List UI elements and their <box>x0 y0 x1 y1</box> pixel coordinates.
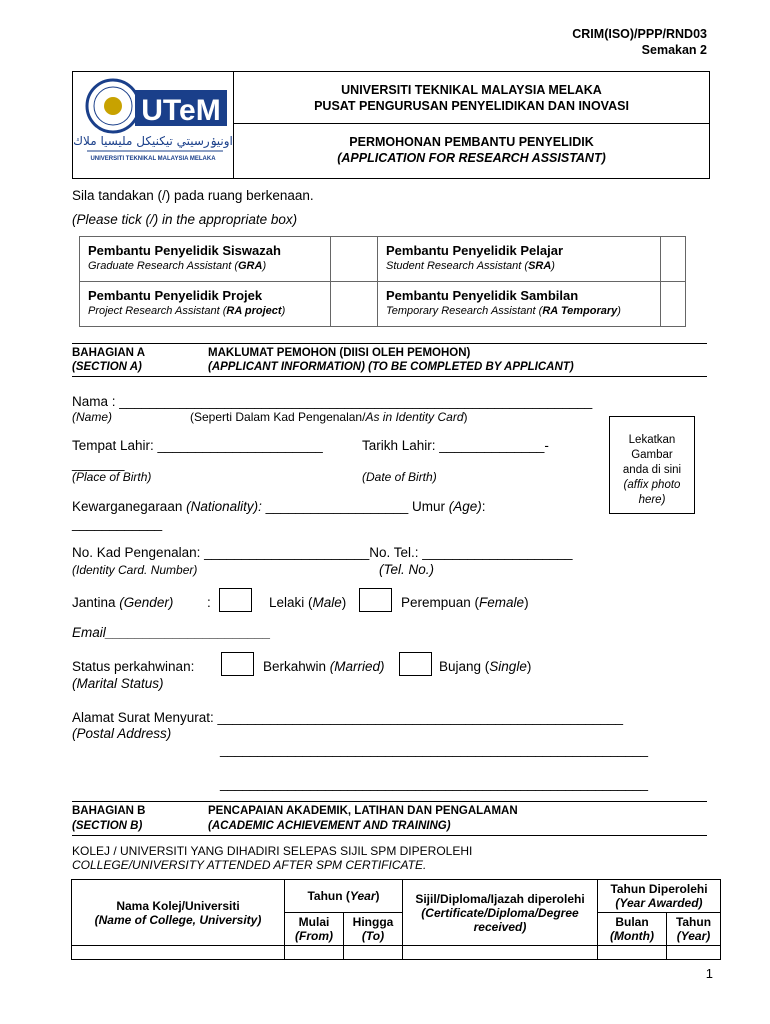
ra-type-sub-end: ) <box>551 260 555 272</box>
form-code: CRIM(ISO)/PPP/RND03 <box>572 27 707 41</box>
date-of-birth-field[interactable]: Tarikh Lahir: ______________- <box>362 438 549 453</box>
col-month-label-en: (Month) <box>610 929 654 943</box>
married-label <box>263 659 385 674</box>
ra-type-project <box>80 282 331 327</box>
col-college-label-en: (Name of College, University) <box>94 912 262 927</box>
section-a-bottom-rule <box>72 376 707 377</box>
marital-label: Status perkahwinan: <box>72 659 195 674</box>
female-checkbox[interactable] <box>359 588 392 612</box>
ra-type-sub: Project Research Assistant ( <box>88 305 227 317</box>
name-note <box>190 410 468 424</box>
photo-line3: anda di sini <box>622 464 682 476</box>
col-certificate-label: Sijil/Diploma/Ijazah diperolehi <box>415 891 585 906</box>
ra-type-label: Pembantu Penyelidik Sambilan <box>386 288 579 303</box>
utem-logo <box>73 72 234 178</box>
academic-table <box>71 879 721 960</box>
single-label <box>439 659 531 674</box>
col-year-label-end: ) <box>375 889 380 903</box>
col-college <box>72 880 285 946</box>
gender-colon: : <box>207 595 211 610</box>
photo-line1: Lekatkan <box>628 434 676 446</box>
address-line-3[interactable]: _________________________________________________________ <box>220 776 648 791</box>
gender-label <box>72 595 173 610</box>
email-field[interactable]: Email______________________ <box>72 625 271 640</box>
col-awarded-year-label-en: (Year) <box>676 929 711 943</box>
table-cell[interactable] <box>285 946 344 960</box>
col-awarded-label-en: (Year Awarded) <box>615 896 703 910</box>
ra-type-sub: Temporary Research Assistant ( <box>386 305 543 317</box>
ra-type-sub: Graduate Research Assistant ( <box>88 260 238 272</box>
name-note-post: ) <box>463 410 468 424</box>
revision: Semakan 2 <box>641 43 707 57</box>
photo-box[interactable] <box>609 416 695 514</box>
ra-type-temporary-checkbox[interactable] <box>661 282 686 327</box>
male-checkbox[interactable] <box>219 588 252 612</box>
centre-name: PUSAT PENGURUSAN PENYELIDIKAN DAN INOVASI <box>314 99 629 113</box>
ra-type-sra <box>378 237 661 282</box>
col-to <box>344 913 403 946</box>
col-month <box>598 913 667 946</box>
section-b-title-en: (ACADEMIC ACHIEVEMENT AND TRAINING) <box>208 820 451 832</box>
ra-type-temporary <box>378 282 661 327</box>
ra-type-sub-end: ) <box>281 305 286 317</box>
gender-label-en: (Gender) <box>119 595 174 610</box>
col-month-label: Bulan <box>615 915 649 929</box>
col-to-label-en: (To) <box>361 929 385 943</box>
male-label-ms: Lelaki ( <box>269 595 313 610</box>
married-label-en: (Married) <box>329 659 385 674</box>
ra-type-table <box>79 236 686 327</box>
col-from <box>285 913 344 946</box>
female-label-end: ) <box>524 595 529 610</box>
ra-type-sra-checkbox[interactable] <box>661 237 686 282</box>
ra-type-label: Pembantu Penyelidik Projek <box>88 288 263 303</box>
photo-line4: (affix photo <box>623 479 681 491</box>
section-a-top-rule <box>72 343 707 344</box>
name-label-en: (Name) <box>72 410 113 424</box>
col-awarded-label: Tahun Diperolehi <box>610 882 708 896</box>
col-college-label: Nama Kolej/Universiti <box>116 898 240 913</box>
col-awarded-year <box>667 913 721 946</box>
college-heading-en: COLLEGE/UNIVERSITY ATTENDED AFTER SPM CERTIFICATE. <box>72 858 427 872</box>
ic-tel-field[interactable]: No. Kad Pengenalan: ______________________No. Tel.: ____________________ <box>72 545 573 560</box>
ra-type-label: Pembantu Penyelidik Pelajar <box>386 243 564 258</box>
gender-label-ms: Jantina <box>72 595 120 610</box>
ra-type-gra-checkbox[interactable] <box>331 237 378 282</box>
ic-label-en: (Identity Card. Number) <box>72 563 198 577</box>
logo-text: UTeM <box>141 94 221 127</box>
nationality-line: ___________________ Umur <box>261 499 449 514</box>
female-label-ms: Perempuan ( <box>401 595 480 610</box>
female-label-en: Female <box>479 595 525 610</box>
table-cell[interactable] <box>344 946 403 960</box>
col-year-label: Tahun ( <box>307 889 350 903</box>
single-label-en: Single <box>489 659 527 674</box>
ra-type-project-checkbox[interactable] <box>331 282 378 327</box>
nationality-age-field[interactable] <box>72 499 486 514</box>
ra-type-sub: Student Research Assistant ( <box>386 260 529 272</box>
instruction-en: (Please tick (/) in the appropriate box) <box>72 212 298 227</box>
married-label-ms: Berkahwin <box>263 659 330 674</box>
col-certificate-label-en: (Certificate/Diploma/Degree received) <box>421 905 579 934</box>
section-a-title: MAKLUMAT PEMOHON (DIISI OLEH PEMOHON) <box>208 347 471 359</box>
col-from-label: Mulai <box>298 915 330 929</box>
form-header <box>72 71 710 179</box>
single-label-end: ) <box>526 659 532 674</box>
name-note-pre: (Seperti Dalam Kad Pengenalan/ <box>190 410 366 424</box>
age-colon: : <box>481 499 486 514</box>
place-of-birth-continuation: _______ <box>72 456 125 471</box>
photo-line5: here) <box>638 494 666 506</box>
place-of-birth-field[interactable]: Tempat Lahir: ______________________ <box>72 438 323 453</box>
logo-name: UNIVERSITI TEKNIKAL MALAYSIA MELAKA <box>90 156 216 162</box>
ra-type-abbr: SRA <box>528 260 552 272</box>
table-cell[interactable] <box>72 946 285 960</box>
married-checkbox[interactable] <box>221 652 254 676</box>
ra-type-abbr: GRA <box>238 260 263 272</box>
address-line-2[interactable]: _________________________________________________________ <box>220 742 648 757</box>
name-field[interactable]: Nama : _______________________________________________________________ <box>72 394 593 409</box>
section-b-bottom-rule <box>72 835 707 836</box>
name-note-it: As in Identity Card <box>365 410 464 424</box>
ra-type-sub-end: ) <box>262 260 267 272</box>
photo-line2: Gambar <box>631 449 673 461</box>
logo-jawi: اونيۏرسيتي تيكنيكل مليسيا ملاك <box>73 134 233 148</box>
section-a-label-en: (SECTION A) <box>72 361 142 373</box>
table-cell[interactable] <box>667 946 721 960</box>
header-institution <box>234 72 709 124</box>
tel-label-en: (Tel. No.) <box>379 562 435 577</box>
col-to-label: Hingga <box>352 915 394 929</box>
document-code <box>572 26 707 58</box>
section-b-label: BAHAGIAN B <box>72 805 146 817</box>
col-from-label-en: (From) <box>295 929 333 943</box>
female-label <box>401 595 529 610</box>
col-year <box>285 880 403 913</box>
form-title-en: (APPLICATION FOR RESEARCH ASSISTANT) <box>337 151 606 165</box>
section-a-label: BAHAGIAN A <box>72 347 146 359</box>
section-b-top-rule <box>72 801 707 802</box>
single-label-ms: Bujang ( <box>439 659 490 674</box>
ra-type-gra <box>80 237 331 282</box>
date-of-birth-label-en: (Date of Birth) <box>362 470 437 484</box>
table-cell[interactable] <box>403 946 598 960</box>
ra-type-label: Pembantu Penyelidik Siswazah <box>88 243 281 258</box>
university-name: UNIVERSITI TEKNIKAL MALAYSIA MELAKA <box>341 83 602 97</box>
ra-type-abbr: RA project <box>226 305 282 317</box>
col-awarded-year-label: Tahun <box>675 915 712 929</box>
col-awarded <box>598 880 721 913</box>
nationality-label-en: (Nationality): <box>186 499 262 514</box>
header-title <box>234 125 709 178</box>
col-year-label-en: Year <box>349 889 376 903</box>
age-continuation: ____________ <box>72 516 163 531</box>
male-label-end: ) <box>341 595 347 610</box>
male-label <box>269 595 346 610</box>
table-cell[interactable] <box>598 946 667 960</box>
marital-label-en: (Marital Status) <box>72 676 164 691</box>
address-label-en: (Postal Address) <box>72 726 172 741</box>
male-label-en: Male <box>312 595 342 610</box>
section-b-label-en: (SECTION B) <box>72 820 143 832</box>
section-b-title: PENCAPAIAN AKADEMIK, LATIHAN DAN PENGALAMAN <box>208 805 518 817</box>
nationality-label: Kewarganegaraan <box>72 499 187 514</box>
place-of-birth-label-en: (Place of Birth) <box>72 470 152 484</box>
college-heading-ms: KOLEJ / UNIVERSITI YANG DIHADIRI SELEPAS SIJIL SPM DIPEROLEHI <box>72 844 473 858</box>
page-number: 1 <box>705 966 713 981</box>
address-field[interactable]: Alamat Surat Menyurat: ______________________________________________________ <box>72 710 623 725</box>
form-title: PERMOHONAN PEMBANTU PENYELIDIK <box>349 135 594 149</box>
col-certificate <box>403 880 598 946</box>
age-label-en: (Age) <box>448 499 482 514</box>
ra-type-sub-end: ) <box>617 305 621 317</box>
instruction-ms: Sila tandakan (/) pada ruang berkenaan. <box>72 188 314 203</box>
section-a-title-en: (APPLICANT INFORMATION) (TO BE COMPLETED BY APPLICANT) <box>208 361 574 373</box>
ra-type-abbr: RA Temporary <box>542 305 618 317</box>
single-checkbox[interactable] <box>399 652 432 676</box>
